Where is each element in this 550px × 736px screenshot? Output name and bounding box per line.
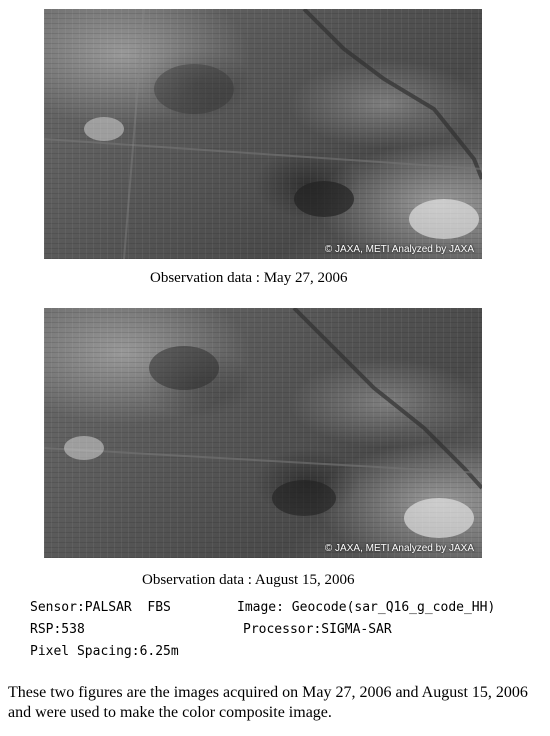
copyright-label: © JAXA, METI Analyzed by JAXA — [324, 244, 474, 255]
description-text: These two figures are the images acquired on May 27, 2006 and August 15, 2006 and were used to make the color composite image. — [8, 684, 528, 721]
image-label: Image: Geocode(sar_Q16_g_code_HH) — [237, 600, 496, 615]
rsp-label: RSP:538 — [30, 622, 85, 637]
copyright-label: © JAXA, METI Analyzed by JAXA — [324, 543, 474, 554]
processor-label: Processor:SIGMA-SAR — [243, 622, 392, 637]
caption-may: Observation data : May 27, 2006 — [150, 270, 348, 286]
sar-image-may — [44, 9, 482, 259]
sar-texture — [44, 9, 482, 259]
pixel-spacing-label: Pixel Spacing:6.25m — [30, 644, 179, 659]
sar-texture — [44, 308, 482, 558]
sar-image-august — [44, 308, 482, 558]
sensor-label: Sensor:PALSAR FBS — [30, 600, 171, 615]
caption-august: Observation data : August 15, 2006 — [142, 572, 355, 588]
